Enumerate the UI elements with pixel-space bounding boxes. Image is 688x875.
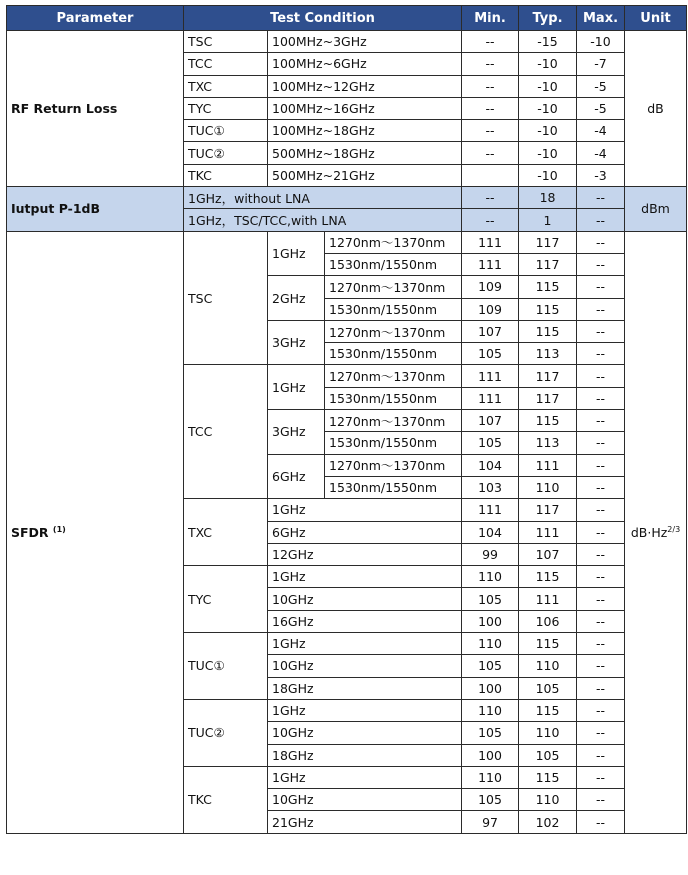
cell-max: --	[577, 610, 625, 632]
cell-min: 105	[462, 588, 519, 610]
cell-typ: -10	[519, 97, 577, 119]
cell-wavelength: 1270nm～1370nm	[325, 320, 462, 342]
cell-max: --	[577, 432, 625, 454]
cell-max: -3	[577, 164, 625, 186]
cell-min: 110	[462, 566, 519, 588]
cell-min: 105	[462, 343, 519, 365]
cell-max: -7	[577, 53, 625, 75]
cell-min: 109	[462, 276, 519, 298]
cell-condition: 1GHz，without LNA	[184, 187, 462, 209]
cell-min: 99	[462, 543, 519, 565]
cell-max: --	[577, 410, 625, 432]
cell-typ: 111	[519, 454, 577, 476]
cell-freq: 16GHz	[268, 610, 462, 632]
cell-min: 105	[462, 432, 519, 454]
cell-typ: 113	[519, 343, 577, 365]
cell-wavelength: 1270nm～1370nm	[325, 231, 462, 253]
cell-max: --	[577, 543, 625, 565]
cell-max: --	[577, 588, 625, 610]
cell-type: TKC	[184, 164, 268, 186]
cell-max: --	[577, 677, 625, 699]
cell-freq: 500MHz~21GHz	[268, 164, 462, 186]
cell-freq: 18GHz	[268, 677, 462, 699]
cell-typ: 107	[519, 543, 577, 565]
cell-min: 111	[462, 365, 519, 387]
cell-min: 111	[462, 499, 519, 521]
cell-max: --	[577, 699, 625, 721]
cell-max: -10	[577, 31, 625, 53]
cell-min: 97	[462, 811, 519, 833]
cell-typ: 110	[519, 655, 577, 677]
cell-freq: 1GHz	[268, 231, 325, 276]
cell-max: --	[577, 633, 625, 655]
cell-wavelength: 1530nm/1550nm	[325, 343, 462, 365]
cell-min: 105	[462, 655, 519, 677]
cell-min: 110	[462, 699, 519, 721]
cell-wavelength: 1270nm～1370nm	[325, 410, 462, 432]
cell-min: 110	[462, 766, 519, 788]
cell-max: -4	[577, 120, 625, 142]
cell-wavelength: 1270nm～1370nm	[325, 365, 462, 387]
cell-max: -5	[577, 75, 625, 97]
cell-type: TSC	[184, 31, 268, 53]
cell-max: --	[577, 476, 625, 498]
header-unit: Unit	[625, 6, 687, 31]
cell-typ: -10	[519, 142, 577, 164]
cell-freq: 1GHz	[268, 365, 325, 410]
header-row	[7, 6, 687, 31]
cell-condition: 1GHz，TSC/TCC,with LNA	[184, 209, 462, 231]
sfdr-label: SFDR	[11, 524, 49, 540]
cell-freq: 10GHz	[268, 722, 462, 744]
cell-max: --	[577, 744, 625, 766]
sfdr-unit: dB·Hz	[630, 524, 668, 540]
cell-freq: 1GHz	[268, 633, 462, 655]
cell-freq: 6GHz	[268, 454, 325, 499]
header-test-condition: Test Condition	[184, 6, 462, 31]
cell-min: --	[462, 187, 519, 209]
cell-max: --	[577, 766, 625, 788]
cell-max: --	[577, 454, 625, 476]
cell-min: 107	[462, 320, 519, 342]
cell-typ: -15	[519, 31, 577, 53]
unit-rf-return-loss: dB	[625, 31, 687, 187]
cell-typ: 115	[519, 633, 577, 655]
cell-min: --	[462, 75, 519, 97]
cell-max: --	[577, 722, 625, 744]
cell-wavelength: 1530nm/1550nm	[325, 387, 462, 409]
cell-min: 111	[462, 387, 519, 409]
cell-min: 110	[462, 633, 519, 655]
cell-typ: 106	[519, 610, 577, 632]
cell-typ: 117	[519, 365, 577, 387]
cell-typ: 1	[519, 209, 577, 231]
cell-max: --	[577, 253, 625, 275]
param-p1db: Iutput P-1dB	[7, 187, 184, 232]
cell-max: --	[577, 655, 625, 677]
cell-freq: 100MHz~18GHz	[268, 120, 462, 142]
cell-min: --	[462, 53, 519, 75]
cell-freq: 100MHz~3GHz	[268, 31, 462, 53]
sfdr-unit-exponent: 2/3	[667, 524, 681, 534]
cell-max: --	[577, 343, 625, 365]
cell-typ: 110	[519, 722, 577, 744]
cell-min: --	[462, 97, 519, 119]
cell-freq: 18GHz	[268, 744, 462, 766]
cell-type: TYC	[184, 566, 268, 633]
sfdr-note: (1)	[52, 524, 66, 534]
cell-max: --	[577, 231, 625, 253]
cell-typ: -10	[519, 75, 577, 97]
cell-freq: 100MHz~16GHz	[268, 97, 462, 119]
cell-freq: 2GHz	[268, 276, 325, 321]
cell-typ: 117	[519, 253, 577, 275]
cell-min	[462, 164, 519, 186]
spec-table	[6, 5, 687, 834]
cell-min: 111	[462, 231, 519, 253]
cell-freq: 12GHz	[268, 543, 462, 565]
cell-typ: 115	[519, 276, 577, 298]
cell-min: 105	[462, 722, 519, 744]
cell-max: --	[577, 499, 625, 521]
cell-freq: 10GHz	[268, 588, 462, 610]
cell-freq: 100MHz~6GHz	[268, 53, 462, 75]
cell-max: --	[577, 566, 625, 588]
cell-typ: 117	[519, 231, 577, 253]
cell-freq: 1GHz	[268, 766, 462, 788]
cell-typ: 110	[519, 789, 577, 811]
cell-freq: 1GHz	[268, 699, 462, 721]
table-row	[7, 187, 687, 209]
cell-min: 100	[462, 744, 519, 766]
cell-typ: 111	[519, 588, 577, 610]
table-row	[7, 31, 687, 53]
param-rf-return-loss: RF Return Loss	[7, 31, 184, 187]
header-min: Min.	[462, 6, 519, 31]
cell-freq: 100MHz~12GHz	[268, 75, 462, 97]
cell-typ: 105	[519, 677, 577, 699]
cell-freq: 1GHz	[268, 499, 462, 521]
cell-type: TYC	[184, 97, 268, 119]
cell-typ: 102	[519, 811, 577, 833]
cell-typ: 117	[519, 387, 577, 409]
table-row	[7, 231, 687, 253]
cell-typ: 115	[519, 320, 577, 342]
cell-wavelength: 1270nm～1370nm	[325, 454, 462, 476]
cell-min: 103	[462, 476, 519, 498]
cell-wavelength: 1270nm～1370nm	[325, 276, 462, 298]
cell-max: --	[577, 387, 625, 409]
header-max: Max.	[577, 6, 625, 31]
cell-typ: 113	[519, 432, 577, 454]
cell-type: TKC	[184, 766, 268, 833]
cell-freq: 21GHz	[268, 811, 462, 833]
cell-type: TCC	[184, 365, 268, 499]
cell-typ: 115	[519, 699, 577, 721]
cell-max: --	[577, 298, 625, 320]
cell-max: --	[577, 521, 625, 543]
cell-min: 111	[462, 253, 519, 275]
cell-wavelength: 1530nm/1550nm	[325, 298, 462, 320]
unit-sfdr	[625, 231, 687, 833]
cell-min: 107	[462, 410, 519, 432]
cell-max: --	[577, 209, 625, 231]
cell-type: TUC②	[184, 699, 268, 766]
cell-typ: 110	[519, 476, 577, 498]
cell-freq: 10GHz	[268, 789, 462, 811]
cell-wavelength: 1530nm/1550nm	[325, 253, 462, 275]
cell-max: --	[577, 276, 625, 298]
cell-freq: 3GHz	[268, 410, 325, 455]
cell-min: 100	[462, 677, 519, 699]
header-typ: Typ.	[519, 6, 577, 31]
cell-type: TUC①	[184, 120, 268, 142]
cell-typ: -10	[519, 164, 577, 186]
cell-min: 100	[462, 610, 519, 632]
cell-typ: -10	[519, 53, 577, 75]
cell-type: TSC	[184, 231, 268, 365]
cell-freq: 3GHz	[268, 320, 325, 365]
cell-min: --	[462, 31, 519, 53]
cell-typ: -10	[519, 120, 577, 142]
cell-typ: 117	[519, 499, 577, 521]
cell-max: --	[577, 187, 625, 209]
cell-wavelength: 1530nm/1550nm	[325, 476, 462, 498]
cell-type: TUC①	[184, 633, 268, 700]
header-parameter: Parameter	[7, 6, 184, 31]
cell-type: TUC②	[184, 142, 268, 164]
cell-min: --	[462, 142, 519, 164]
cell-type: TXC	[184, 75, 268, 97]
cell-typ: 115	[519, 566, 577, 588]
cell-freq: 500MHz~18GHz	[268, 142, 462, 164]
cell-max: -5	[577, 97, 625, 119]
cell-max: --	[577, 789, 625, 811]
cell-typ: 115	[519, 766, 577, 788]
cell-type: TCC	[184, 53, 268, 75]
cell-type: TXC	[184, 499, 268, 566]
cell-freq: 10GHz	[268, 655, 462, 677]
cell-typ: 115	[519, 298, 577, 320]
cell-freq: 6GHz	[268, 521, 462, 543]
cell-min: 109	[462, 298, 519, 320]
cell-typ: 111	[519, 521, 577, 543]
cell-typ: 105	[519, 744, 577, 766]
cell-min: --	[462, 120, 519, 142]
cell-max: -4	[577, 142, 625, 164]
cell-typ: 115	[519, 410, 577, 432]
cell-typ: 18	[519, 187, 577, 209]
cell-min: 104	[462, 521, 519, 543]
cell-freq: 1GHz	[268, 566, 462, 588]
cell-max: --	[577, 320, 625, 342]
cell-max: --	[577, 811, 625, 833]
param-sfdr	[7, 231, 184, 833]
cell-max: --	[577, 365, 625, 387]
cell-min: --	[462, 209, 519, 231]
cell-min: 104	[462, 454, 519, 476]
cell-min: 105	[462, 789, 519, 811]
cell-wavelength: 1530nm/1550nm	[325, 432, 462, 454]
unit-p1db: dBm	[625, 187, 687, 232]
